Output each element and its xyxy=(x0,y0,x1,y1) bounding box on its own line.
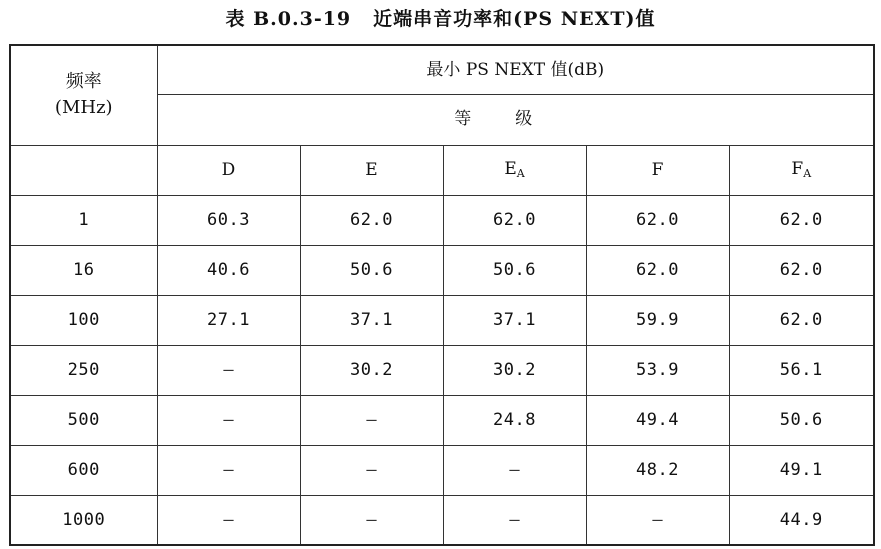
value-cell: 59.9 xyxy=(586,295,729,345)
frequency-header xyxy=(10,45,157,145)
min-value-header: 最小 PS NEXT 值(dB) xyxy=(157,45,874,94)
value-cell: — xyxy=(157,395,300,445)
value-cell: 62.0 xyxy=(729,245,874,295)
grade-main: F xyxy=(651,159,664,180)
grade-subscript: A xyxy=(516,167,525,181)
grade-1 xyxy=(300,145,443,195)
value-cell: 48.2 xyxy=(586,445,729,495)
table-number: 表 B.0.3-19 xyxy=(225,8,352,30)
frequency-cell: 1000 xyxy=(10,495,157,545)
value-cell: — xyxy=(157,495,300,545)
grade-0 xyxy=(157,145,300,195)
frequency-unit: (MHz) xyxy=(54,97,113,119)
grade-header xyxy=(157,94,874,145)
value-cell: 53.9 xyxy=(586,345,729,395)
value-cell: 24.8 xyxy=(443,395,586,445)
value-cell: 50.6 xyxy=(729,395,874,445)
value-cell: — xyxy=(443,495,586,545)
value-cell: — xyxy=(300,495,443,545)
grade-main: F xyxy=(791,159,804,180)
table-row xyxy=(10,345,874,395)
value-cell: 30.2 xyxy=(443,345,586,395)
value-cell: — xyxy=(586,495,729,545)
value-cell: 37.1 xyxy=(443,295,586,345)
value-cell: 62.0 xyxy=(729,295,874,345)
frequency-label: 频率 xyxy=(65,71,102,93)
value-cell: 50.6 xyxy=(300,245,443,295)
grade-subscript: A xyxy=(803,167,812,181)
value-cell: 56.1 xyxy=(729,345,874,395)
grade-main: E xyxy=(504,159,517,180)
value-cell: 44.9 xyxy=(729,495,874,545)
value-cell: — xyxy=(157,445,300,495)
frequency-cell: 600 xyxy=(10,445,157,495)
value-cell: — xyxy=(300,395,443,445)
table-row xyxy=(10,395,874,445)
grade-label: 等级 xyxy=(454,109,577,130)
grade-main: D xyxy=(221,159,236,180)
frequency-cell: 250 xyxy=(10,345,157,395)
grade-row-spacer xyxy=(10,145,157,195)
table-row xyxy=(10,245,874,295)
value-cell: 37.1 xyxy=(300,295,443,345)
value-cell: 40.6 xyxy=(157,245,300,295)
table-row xyxy=(10,495,874,545)
value-cell: 30.2 xyxy=(300,345,443,395)
table-row xyxy=(10,445,874,495)
value-cell: 49.1 xyxy=(729,445,874,495)
value-cell: 62.0 xyxy=(586,195,729,245)
table-caption xyxy=(0,4,881,34)
value-cell: 27.1 xyxy=(157,295,300,345)
header-row-1 xyxy=(10,45,874,94)
grade-4 xyxy=(729,145,874,195)
value-cell: 60.3 xyxy=(157,195,300,245)
grade-main: E xyxy=(365,159,378,180)
frequency-cell: 16 xyxy=(10,245,157,295)
value-cell: 49.4 xyxy=(586,395,729,445)
value-cell: 50.6 xyxy=(443,245,586,295)
frequency-cell: 500 xyxy=(10,395,157,445)
grade-3 xyxy=(586,145,729,195)
value-cell: — xyxy=(443,445,586,495)
value-cell: 62.0 xyxy=(443,195,586,245)
value-cell: 62.0 xyxy=(300,195,443,245)
grade-2 xyxy=(443,145,586,195)
frequency-cell: 100 xyxy=(10,295,157,345)
value-cell: 62.0 xyxy=(729,195,874,245)
table-row xyxy=(10,195,874,245)
grade-row xyxy=(10,145,874,195)
value-cell: — xyxy=(300,445,443,495)
value-cell: — xyxy=(157,345,300,395)
frequency-cell: 1 xyxy=(10,195,157,245)
ps-next-table xyxy=(9,44,875,546)
table-title: 近端串音功率和(PS NEXT)值 xyxy=(373,8,656,30)
table-row xyxy=(10,295,874,345)
value-cell: 62.0 xyxy=(586,245,729,295)
